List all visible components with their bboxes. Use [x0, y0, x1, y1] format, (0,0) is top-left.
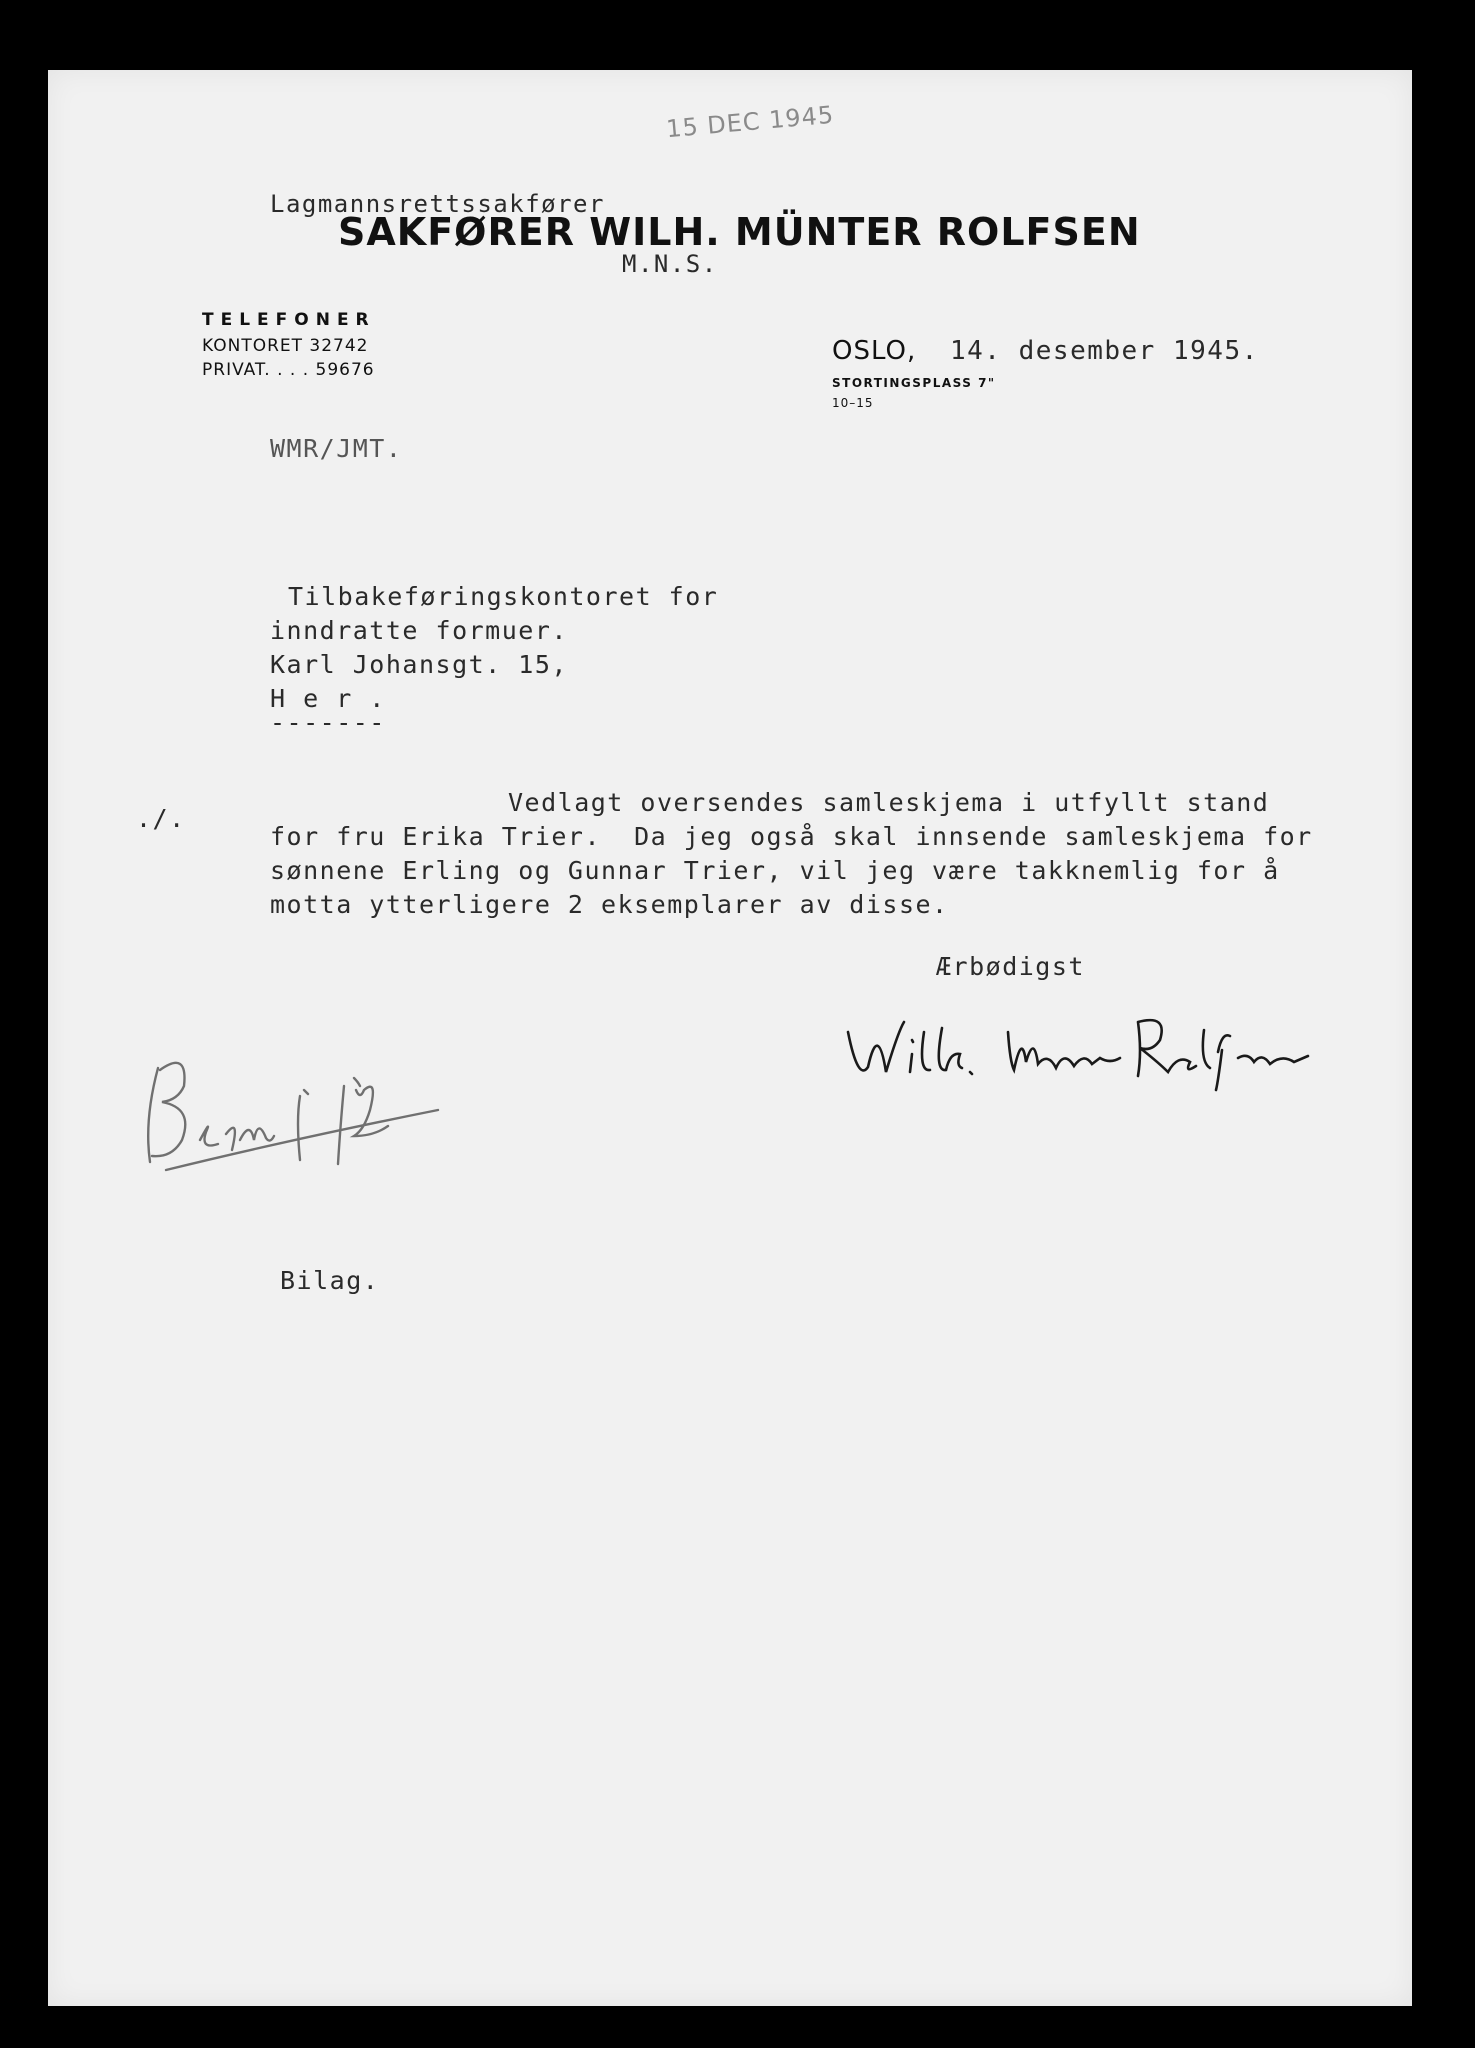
body-line-3: sønnene Erling og Gunnar Trier, vil jeg være takknemlig for å: [270, 856, 1280, 885]
signature: [838, 992, 1398, 1112]
letterhead-name: SAKFØRER WILH. MÜNTER ROLFSEN: [338, 210, 1141, 254]
body-line-4: motta ytterligere 2 eksemplarer av disse.: [270, 890, 949, 919]
enclosure-margin-mark: ./.: [136, 804, 186, 833]
recipient-line-3: Karl Johansgt. 15,: [270, 650, 568, 679]
body-line-1: Vedlagt oversendes samleskjema i utfyllt stand: [508, 788, 1270, 817]
body-line-2: for fru Erika Trier. Da jeg også skal innsende samleskjema for: [270, 822, 1313, 851]
letterhead-title-line: Lagmannsrettssakfører: [270, 190, 605, 218]
letterhead-initials: M.N.S.: [622, 250, 718, 278]
phones-heading: TELEFONER: [202, 310, 376, 330]
letter-date: 14. desember 1945.: [950, 336, 1259, 366]
reference: WMR/JMT.: [270, 434, 403, 463]
phones-private: PRIVAT. . . . 59676: [202, 360, 375, 380]
office-address: STORTINGSPLASS 7": [832, 376, 996, 390]
office-hours: 10–15: [832, 396, 874, 410]
received-date-stamp: 15 DEC 1945: [665, 100, 836, 144]
handwritten-note-besv-15-12: [108, 990, 448, 1200]
enclosure-label: Bilag.: [280, 1266, 380, 1295]
phones-office: KONTORET 32742: [202, 336, 369, 356]
closing: Ærbødigst: [936, 952, 1085, 981]
letter-page: [48, 70, 1412, 2006]
recipient-line-1: Tilbakeføringskontoret for: [288, 582, 719, 611]
city: OSLO,: [832, 336, 917, 366]
recipient-underline: -------: [270, 708, 386, 737]
recipient-line-2: inndratte formuer.: [270, 616, 568, 645]
recipient-line-4: H e r .: [270, 684, 386, 713]
